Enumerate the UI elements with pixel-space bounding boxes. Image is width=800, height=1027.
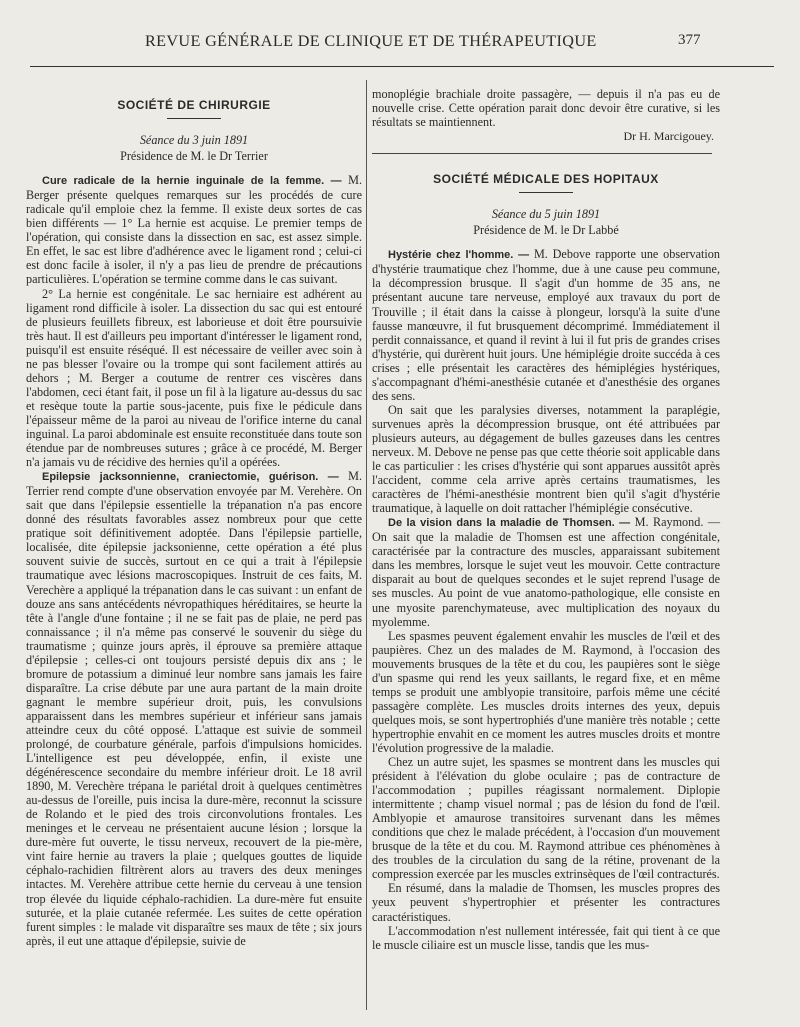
society-title: SOCIÉTÉ DE CHIRURGIE [117,98,271,112]
society-title: SOCIÉTÉ MÉDICALE DES HOPITAUX [433,172,659,187]
column-divider [366,80,367,1010]
paragraph-text: M. Debove rapporte une observation d'hystérie traumatique chez l'homme, due à une cause peu commune, la décompression brusque. Il s'agit d'un homme de 35 ans, ne présentant aucune tare nerveuse, employé aux travaux du port de Trouville ; il était dans la caisse à plongeur, lorsqu'à la suite d'une fausse manœuvre, il fut brusquement décomprimé. Immédiatement il perdit connaissance, et quand il revint à lui il fut pris de grandes crises d'hystérie, qui durèrent huit jours. Une hémiplégie droite succéda à ces crises ; elle présentait les caractères des hémiplégies hystériques, s'accompagnant d'hémi-anesthésie cutanée et d'anesthésie des organes des sens. [372,247,720,403]
article-heading: Hystérie chez l'homme. — [388,249,530,262]
paragraph-text: M. Raymond. — On sait que la maladie de Thomsen est une affection congénitale, caractérisée par la contracture des muscles, apparaissant subitement dans les membres, lorsque le sujet veut les mouvoir. Cette contracture disparait au bout de quelques secondes et le sujet reprend l'usage de ses muscles. Au point de vue anatomo-pathologique, elle consiste en une myosite parenchymateuse, avec multiplication des noyaux du myolemme. [372,515,721,629]
page-number: 377 [678,32,701,48]
article-paragraph: En résumé, dans la maladie de Thomsen, les muscles propres des yeux peuvent s'hypertrophier et présenter les contractures caractéristiques. [372,881,720,924]
article-heading: Cure radicale de la hernie inguinale de la femme. — [42,175,342,188]
paragraph-text: M. Berger présente quelques remarques sur les procédés de cure radicale qu'il emploie chez la femme. Il existe deux sortes de cas bien différents — 1° La hernie est acquise. Le premier temps de l'opération, qui consiste dans la dissection en sac, est assez simple. En effet, le sac est libre d'adhérence avec le ligament rond ; celui-ci est donc facile à isoler, il n'y a pas lieu de prendre de précautions particulières. L'opération se termine comme dans le cas suivant. [26,173,363,287]
seance-date: Séance du 5 juin 1891 [491,207,601,222]
right-column [372,87,720,952]
article-paragraph [372,247,720,403]
presidence: Présidence de M. le Dr Labbé [473,223,619,238]
running-title: REVUE GÉNÉRALE DE CLINIQUE ET DE THÉRAPEUTIQUE [145,32,597,50]
header-rule [30,66,774,67]
article-paragraph: On sait que les paralysies diverses, notamment la paraplégie, survenues après la décompression brusque, ont été attribuées par plusieurs auteurs, au dégagement de bulles gazeuses dans les centres nerveux. M. Debove ne pense pas que cette théorie soit applicable dans le cas particulier : les crises d'hystérie qui sont apparues aussitôt après l'accident, comme cela arrive après certains traumatismes, les caractères de l'hémi-anesthésie montrent bien qu'il s'agit d'hystérie traumatique, à laquelle on doit rattacher l'hémiplégie consécutive. [372,402,720,516]
left-column [26,80,362,948]
article-paragraph: Les spasmes peuvent également envahir les muscles de l'œil et des paupières. Chez un des malades de M. Raymond, à l'occasion des mouvements brusques de la tête et du cou, les paupières sont le siège d'un spasme qui rend les yeux saillants, le regard fixe, et en même temps se produit une amblyopie transitoire, parfois même une cécité passagère complète. Les muscles droits internes des yeux, depuis quelques mois, se sont hypertrophiés d'une manière très notable ; cette hypertrophie envahit en ce moment les autres muscles droits et montre l'évolution progressive de la maladie. [372,628,720,755]
article-paragraph: Chez un autre sujet, les spasmes se montrent dans les muscles qui président à l'élévation du globe oculaire ; pas de contracture de l'accommodation ; pupilles réagissant normalement. Diplopie intermittente ; champ visuel normal ; pas de lésion du fond de l'œil. Amblyopie et amaurose transitoires survenant dans les mêmes conditions que chez le malade précédent, à l'occasion d'un mouvement brusque de la tête et du cou. M. Raymond attribue ces phénomènes à des troubles de la circulation du sang de la rétine, provenant de la compression exercée par les muscles extrinsèques de l'œil contracturés. [372,755,720,882]
presidence: Présidence de M. le Dr Terrier [120,149,268,164]
signature: Dr H. Marcigouey. [623,129,714,144]
paragraph-text: M. Terrier rend compte d'une observation envoyée par M. Verehère. On sait que dans l'épilepsie essentielle la trépanation n'a pas encore donné des résultats favorables assez nombreux pour que cette pratique soit définitivement adoptée. Dans l'épilepsie partielle, localisée, dite épilepsie jacksonienne, cette opération a été plus souvent suivie de succès, surtout en ce qui a trait à l'épilepsie traumatique avec lésions macroscopiques. Instruit de ces faits, M. Verechère a appliqué la trépanation dans le cas suivant : un enfant de douze ans sans antécédents névropathiques héréditaires, se heurte la tête à l'angle d'une fontaine ; il ne se fait pas de plaie, ne perd pas connaissance ; il n'a même pas conservé le souvenir du siège du traumatisme ; quinze jours après, il éprouve sa première attaque d'épilepsie ; celles-ci ont toujours persisté depuis dix ans ; le bromure de potassium a diminué leur nombre sans jamais les faire disparaître. La crise débute par une aura partant de la main droite gagnant le membre supérieur droit, puis, les convulsions apparaissent dans les membres supérieur et inférieur sans jamais atteindre ceux du côté opposé. L'attaque est suivie de sommeil prolongé, de courbature générale, parfois d'impulsions homicides. L'intelligence est peu développée, enfin, il existe une dégénérescence secondaire du membre inférieur droit. Le 18 avril 1890, M. Verechère trépana le pariétal droit à quelques centimètres au-dessus de l'oreille, puis incisa la dure-mère, reconnut la scissure de Rolando et le pied des trois circonvolutions frontales. Les meninges et le cerveau ne présentaient aucune lésion ; lorsque la dure-mère fut ouverte, le tissu nerveux, recouvert de la pie-mère, vint faire hernie au travers la plaie ; quelques gouttes de liquide céphalo-rachidien filtrèrent alors au travers des deux meninges intactes. M. Verehère attribue cette hernie du cerveau à une tension trop élevée du liquide céphalo-rachidien. La dure-mère fut ensuite suturée, et la plaie cutanée refermée. Les suites de cette opération furent simples : le malade vit disparaître ses maux de tête ; six jours après, il eut une attaque d'épilepsie, suivie de [26,469,362,948]
article-paragraph: L'accommodation n'est nullement intéressée, fait qui tient à ce que le muscle ciliaire est un muscle lisse, tandis que les mus- [372,923,720,952]
article-heading: Epilepsie jacksonnienne, craniectomie, guérison. — [42,471,339,484]
article-paragraph: 2° La hernie est congénitale. Le sac herniaire est adhérent au ligament rond difficile à isoler. La dissection du sac qui est entouré de plusieurs feuillets fibreux, est laborieuse et doit être poursuivie très haut. Il est d'ailleurs peu important d'intéresser le ligament rond, puisqu'il est ensuite réséqué. Il est nécessaire de veiller avec soin à ne pas blesser l'ovaire ou la trompe qui sont facilement attirés au dehors ; M. Berger a coutume de rentrer ces viscères dans l'abdomen, ceci étant fait, il pose un fil à la ligature au-dessus du sac et resèque toute la partie sous-jacente, puis fixe le pédicule dans l'épaisseur même de la paroi au niveau de l'orifice interne du canal inguinal. La paroi abdominale est ensuite reconstituée dans toute son étendue par de nombreuses sutures ; grâce à ce procédé, M. Berger n'a jamais vu de récidive des hernies qu'il a opérées. [26,286,362,470]
article-paragraph [26,173,362,286]
continuation-paragraph: monoplégie brachiale droite passagère, — depuis il n'a pas eu de nouvelle crise. Cette opération parait donc devoir être curative, si les résultats se maintiennent. [372,87,720,130]
article-paragraph [26,469,362,948]
title-rule [167,118,221,119]
page-header [0,32,800,56]
title-rule [519,192,573,193]
article-paragraph [372,515,720,628]
seance-date: Séance du 3 juin 1891 [139,133,249,148]
section-rule [372,153,712,154]
article-heading: De la vision dans la maladie de Thomsen. — [388,517,631,530]
